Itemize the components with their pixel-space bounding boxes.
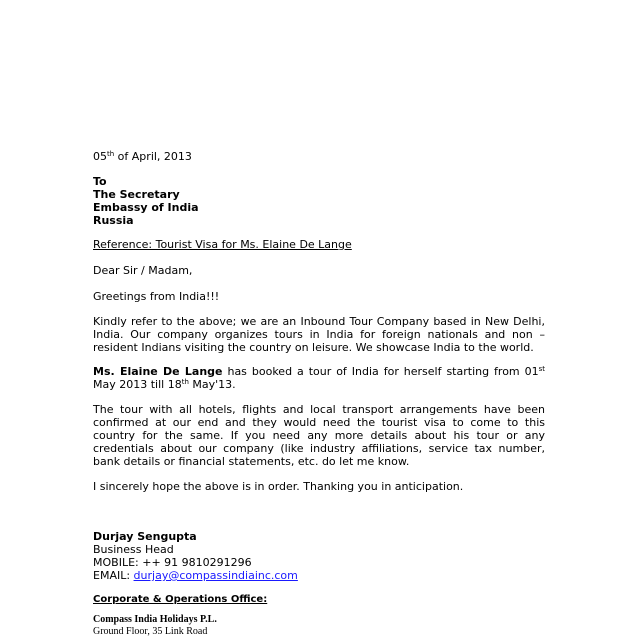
letter-date: [93, 150, 545, 163]
reference-line: [93, 238, 545, 251]
signatory-email-line: [93, 569, 545, 582]
paragraph-closing: I sincerely hope the above is in order. Thanking you in anticipation.: [93, 480, 464, 493]
booking-sup-b: th: [181, 378, 189, 386]
booking-text-a: has booked a tour of India for herself starting from 01: [222, 365, 539, 378]
office-company: Compass India Holidays P.L.: [93, 614, 217, 625]
signature-block: [93, 530, 545, 582]
paragraph-booking: [93, 365, 545, 391]
booking-text-b: May 2013 till 18: [93, 378, 182, 391]
addressee-line: Embassy of India: [93, 201, 199, 214]
signatory-title: Business Head: [93, 543, 174, 556]
salutation: Dear Sir / Madam,: [93, 264, 193, 277]
booking-sup-a: st: [538, 365, 545, 373]
greeting: Greetings from India!!!: [93, 290, 220, 303]
email-link[interactable]: durjay@compassindiainc.com: [133, 569, 298, 582]
addressee-line: The Secretary: [93, 188, 180, 201]
email-label: EMAIL:: [93, 569, 134, 582]
date-rest: of April, 2013: [114, 150, 192, 163]
addressee-line: To: [93, 175, 107, 188]
office-heading: Corporate & Operations Office:: [93, 594, 268, 605]
paragraph-details: The tour with all hotels, flights and local transport arrangements have been confirmed at our end and they would need the tourist visa to come to this country for the same. If you need any more details about his tour or any credentials about our company (like industry affiliations, service tax number, bank details or financial statements, etc. do let me know.: [93, 403, 545, 468]
booking-text-c: May'13.: [188, 378, 236, 391]
paragraph-intro: Kindly refer to the above; we are an Inbound Tour Company based in New Delhi, India. Our company organizes tours in India for foreign nationals and non – resident Indians visiting the country on leisure. We showcase India to the world.: [93, 315, 545, 354]
date-day-suffix: th: [107, 150, 115, 158]
signatory-name: Durjay Sengupta: [93, 530, 197, 543]
client-name: Ms. Elaine De Lange: [93, 365, 223, 378]
reference-text: Reference: Tourist Visa for Ms. Elaine De Lange: [93, 238, 352, 251]
office-heading-line: [93, 593, 545, 606]
office-address: Ground Floor, 35 Link Road: [93, 626, 208, 637]
signatory-mobile: MOBILE: ++ 91 9810291296: [93, 556, 252, 569]
date-day: 05: [93, 150, 107, 163]
addressee-line: Russia: [93, 214, 134, 227]
addressee-block: [93, 175, 545, 227]
